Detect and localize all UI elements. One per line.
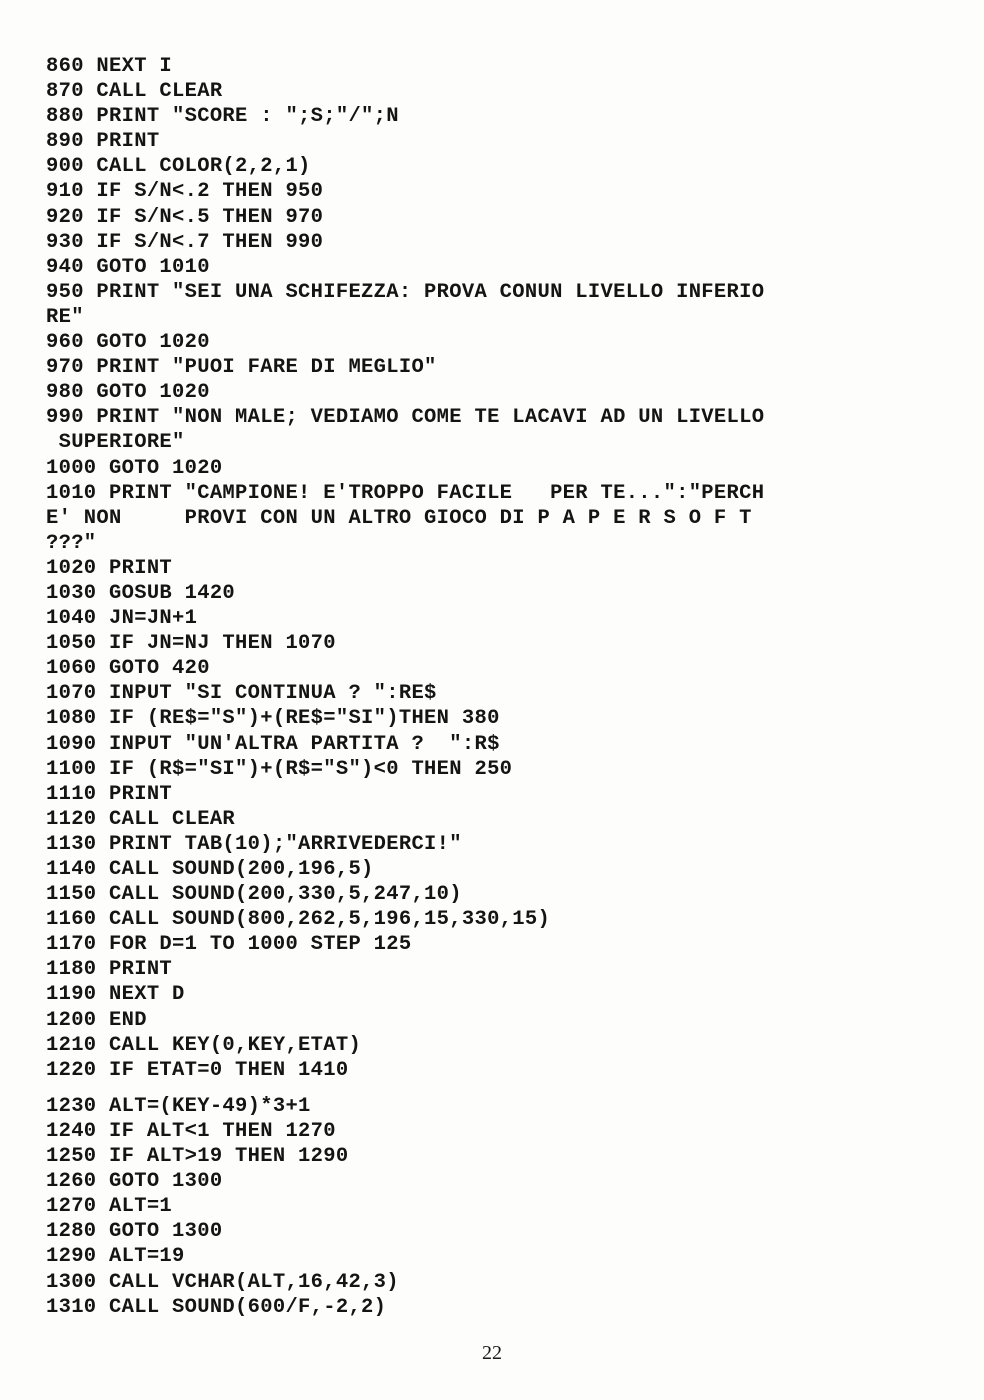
code-line: 910 IF S/N<.2 THEN 950 [46,180,324,204]
page-number: 22 [482,1342,502,1364]
code-line: 1290 ALT=19 [46,1245,185,1269]
code-line: ???" [46,531,97,555]
code-line: 1000 GOTO 1020 [46,456,223,480]
code-line: 1200 END [46,1008,147,1032]
code-line: 1010 PRINT "CAMPIONE! E'TROPPO FACILE PER TE...":"PERCH [46,481,765,505]
code-line: 970 PRINT "PUOI FARE DI MEGLIO" [46,356,437,380]
code-line: 1050 IF JN=NJ THEN 1070 [46,632,336,656]
code-line: 940 GOTO 1010 [46,255,210,279]
code-line: 1220 IF ETAT=0 THEN 1410 [46,1058,349,1082]
code-line: 1110 PRINT [46,782,173,806]
code-line: E' NON PROVI CON UN ALTRO GIOCO DI P A P E R S O F T [46,506,752,530]
code-line: 1150 CALL SOUND(200,330,5,247,10) [46,883,462,907]
code-line: 950 PRINT "SEI UNA SCHIFEZZA: PROVA CONUN LIVELLO INFERIO [46,280,765,304]
code-line: 880 PRINT "SCORE : ";S;"/";N [46,105,399,129]
code-line: 1260 GOTO 1300 [46,1170,223,1194]
code-line: 1280 GOTO 1300 [46,1220,223,1244]
code-line: SUPERIORE" [46,431,185,455]
code-line: 1230 ALT=(KEY-49)*3+1 [46,1094,311,1118]
code-line: 1080 IF (RE$="S")+(RE$="SI")THEN 380 [46,707,500,731]
code-line: 1160 CALL SOUND(800,262,5,196,15,330,15) [46,908,551,932]
code-line: 1180 PRINT [46,958,173,982]
code-line: 890 PRINT [46,130,160,154]
code-line: 930 IF S/N<.7 THEN 990 [46,230,324,254]
code-line: 990 PRINT "NON MALE; VEDIAMO COME TE LACAVI AD UN LIVELLO [46,406,765,430]
code-line: 1060 GOTO 420 [46,657,210,681]
code-line: 1070 INPUT "SI CONTINUA ? ":RE$ [46,682,437,706]
code-line: 1120 CALL CLEAR [46,807,236,831]
code-line: 1040 JN=JN+1 [46,607,198,631]
code-line: 1140 CALL SOUND(200,196,5) [46,858,374,881]
basic-program-listing [46,54,946,1320]
code-line: 1250 IF ALT>19 THEN 1290 [46,1145,349,1169]
code-line: 1170 FOR D=1 TO 1000 STEP 125 [46,933,412,957]
code-line: 960 GOTO 1020 [46,331,210,355]
code-line: 980 GOTO 1020 [46,381,210,405]
code-line: 1020 PRINT [46,556,173,580]
code-line: 1210 CALL KEY(0,KEY,ETAT) [46,1033,362,1057]
code-line: 1130 PRINT TAB(10);"ARRIVEDERCI!" [46,832,462,856]
code-line: 1100 IF (R$="SI")+(R$="S")<0 THEN 250 [46,757,513,781]
code-line: 860 NEXT I [46,55,173,78]
code-line: 1270 ALT=1 [46,1195,173,1219]
code-line: RE" [46,305,84,329]
code-line: 1310 CALL SOUND(600/F,-2,2) [46,1295,387,1319]
code-line: 900 CALL COLOR(2,2,1) [46,155,311,179]
code-line: 1300 CALL VCHAR(ALT,16,42,3) [46,1270,399,1294]
listing-gap [46,1083,946,1094]
code-line: 1240 IF ALT<1 THEN 1270 [46,1119,336,1143]
code-line: 1090 INPUT "UN'ALTRA PARTITA ? ":R$ [46,732,500,756]
code-line: 920 IF S/N<.5 THEN 970 [46,205,324,229]
code-line: 870 CALL CLEAR [46,80,223,104]
code-line: 1190 NEXT D [46,983,185,1007]
code-line: 1030 GOSUB 1420 [46,581,236,605]
